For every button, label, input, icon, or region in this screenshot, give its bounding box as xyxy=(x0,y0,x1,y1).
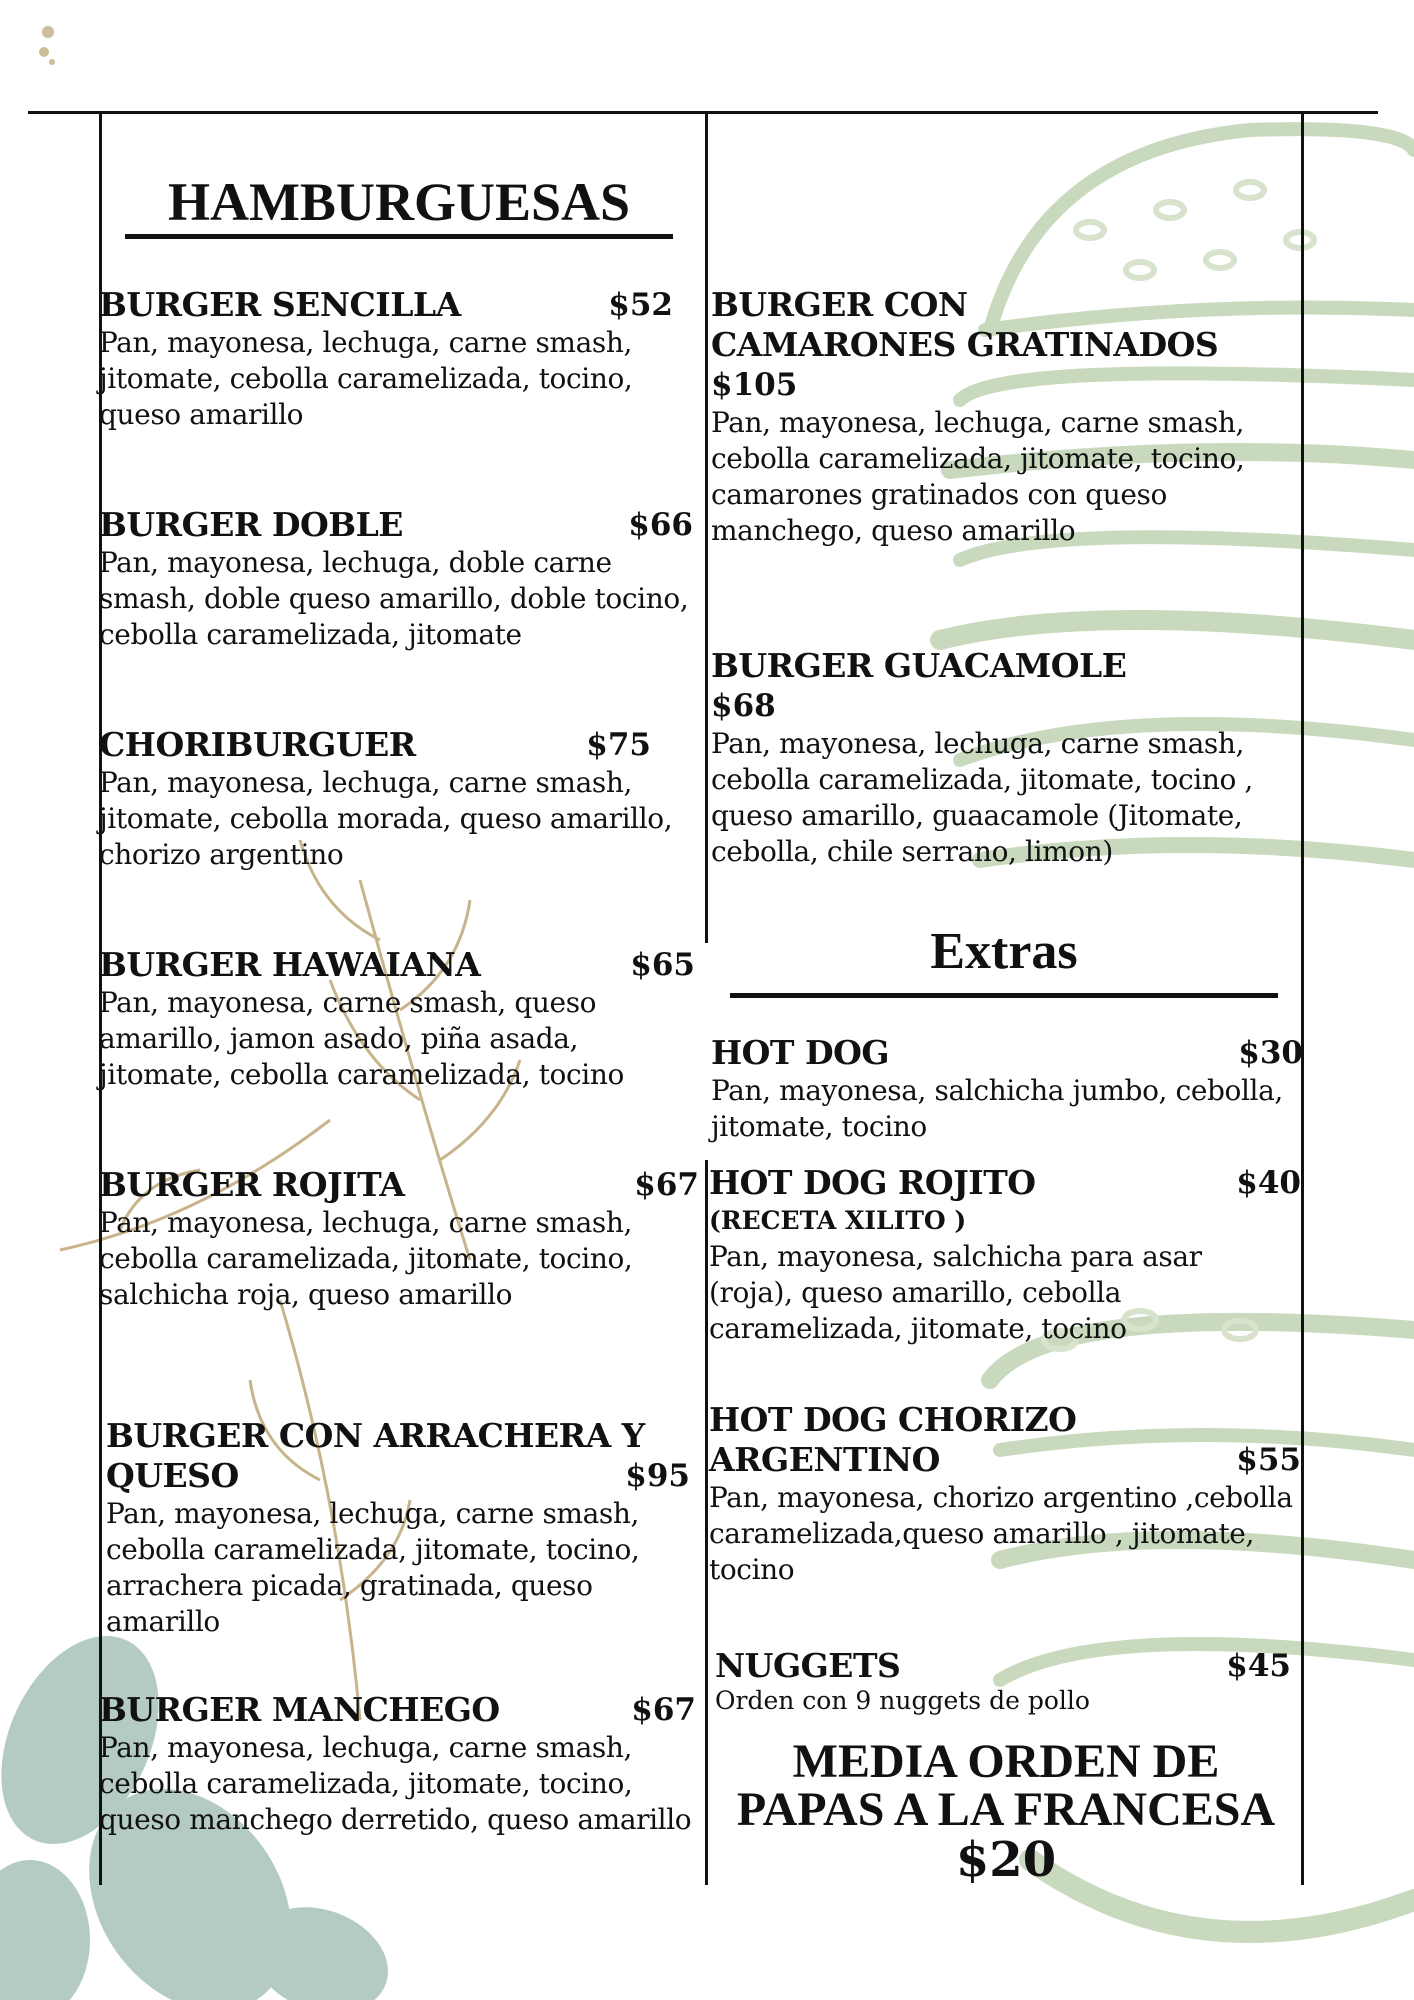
item-price: $52 xyxy=(608,287,673,323)
item-price: $65 xyxy=(630,947,695,983)
center-rule-lower xyxy=(705,1160,708,1885)
item-name: CHORIBURGUER xyxy=(99,725,416,764)
item-name: HOT DOG CHORIZO xyxy=(709,1400,1077,1439)
item-price: $67 xyxy=(631,1692,696,1728)
item-name: BURGER ROJITA xyxy=(99,1165,405,1204)
item-price: $45 xyxy=(1226,1648,1291,1684)
item-name: QUESO xyxy=(106,1456,239,1495)
hamburguesas-underline xyxy=(125,234,673,239)
item-name: CAMARONES GRATINADOS xyxy=(711,325,1219,364)
item-description: Pan, mayonesa, lechuga, carne smash, cebolla caramelizada, jitomate, tocino, arrachera picada, gratinada, queso amarillo xyxy=(106,1497,640,1638)
menu-item xyxy=(99,725,699,873)
item-description: Pan, mayonesa, salchicha jumbo, cebolla, jitomate, tocino xyxy=(711,1074,1283,1143)
menu-item xyxy=(715,1646,1291,1716)
item-price: $95 xyxy=(625,1458,690,1494)
item-price: $105 xyxy=(711,367,798,403)
item-description: Pan, mayonesa, lechuga, doble carne smash, doble queso amarillo, doble tocino, cebolla caramelizada, jitomate xyxy=(99,546,689,651)
item-description: Orden con 9 nuggets de pollo xyxy=(715,1686,1090,1715)
item-description: Pan, mayonesa, salchicha para asar (roja), queso amarillo, cebolla caramelizada, jitomate, tocino xyxy=(709,1240,1202,1345)
item-description: Pan, mayonesa, lechuga, carne smash, cebolla caramelizada, jitomate, tocino , queso amarillo, guaacamole (Jitomate, cebolla, chile serrano, limon) xyxy=(711,727,1253,868)
papas-heading-line1: MEDIA ORDEN DE xyxy=(792,1735,1220,1788)
item-name: BURGER SENCILLA xyxy=(99,285,461,324)
item-name: BURGER CON xyxy=(711,285,968,324)
item-description: Pan, mayonesa, lechuga, carne smash, jitomate, cebolla morada, queso amarillo, chorizo argentino xyxy=(99,766,673,871)
item-price: $40 xyxy=(1236,1165,1301,1201)
menu-item xyxy=(711,285,1296,549)
item-description: Pan, mayonesa, lechuga, carne smash, cebolla caramelizada, jitomate, tocino, queso manchego derretido, queso amarillo xyxy=(99,1731,692,1836)
menu-item xyxy=(99,1165,699,1313)
menu-item xyxy=(709,1163,1301,1347)
menu-item xyxy=(709,1400,1301,1588)
item-description: Pan, mayonesa, chorizo argentino ,cebolla caramelizada,queso amarillo , jitomate, tocino xyxy=(709,1481,1293,1586)
item-name: BURGER GUACAMOLE xyxy=(711,646,1127,685)
item-price: $67 xyxy=(634,1167,699,1203)
item-name: BURGER CON ARRACHERA Y xyxy=(106,1416,645,1455)
menu-item xyxy=(99,505,699,653)
menu-item xyxy=(711,1033,1303,1145)
item-price: $55 xyxy=(1236,1442,1301,1478)
item-name: NUGGETS xyxy=(715,1646,901,1685)
center-rule-upper xyxy=(705,113,708,943)
item-name: HOT DOG xyxy=(711,1033,890,1072)
item-name: BURGER MANCHEGO xyxy=(99,1690,500,1729)
papas-heading-line2: PAPAS A LA FRANCESA xyxy=(736,1783,1276,1836)
menu-item xyxy=(99,285,699,433)
item-subtitle: (RECETA XILITO ) xyxy=(709,1206,967,1235)
section-title-hamburguesas: HAMBURGUESAS xyxy=(167,172,631,232)
item-name: BURGER HAWAIANA xyxy=(99,945,481,984)
menu-item xyxy=(99,945,699,1093)
item-description: Pan, mayonesa, lechuga, carne smash, jitomate, cebolla caramelizada, tocino, queso amarillo xyxy=(99,326,633,431)
item-name: BURGER DOBLE xyxy=(99,505,403,544)
papas-price: $20 xyxy=(955,1832,1057,1888)
menu-item xyxy=(106,1416,696,1640)
item-price: $75 xyxy=(586,727,651,763)
menu-item xyxy=(711,646,1296,870)
item-price: $30 xyxy=(1238,1035,1303,1071)
item-name: ARGENTINO xyxy=(709,1440,940,1479)
item-description: Pan, mayonesa, carne smash, queso amarillo, jamon asado, piña asada, jitomate, cebolla caramelizada, tocino xyxy=(99,986,624,1091)
item-description: Pan, mayonesa, lechuga, carne smash, cebolla caramelizada, jitomate, tocino, salchicha roja, queso amarillo xyxy=(99,1206,633,1311)
top-rule xyxy=(28,111,1378,114)
item-price: $68 xyxy=(711,688,776,724)
item-name: HOT DOG ROJITO xyxy=(709,1163,1036,1202)
right-column-rule xyxy=(1301,113,1304,1885)
section-title-extras: Extras xyxy=(930,923,1078,980)
item-price: $66 xyxy=(628,507,693,543)
menu-item xyxy=(99,1690,704,1838)
extras-underline xyxy=(730,993,1278,998)
item-description: Pan, mayonesa, lechuga, carne smash, cebolla caramelizada, jitomate, tocino, camarones gratinados con queso manchego, queso amarillo xyxy=(711,406,1245,547)
